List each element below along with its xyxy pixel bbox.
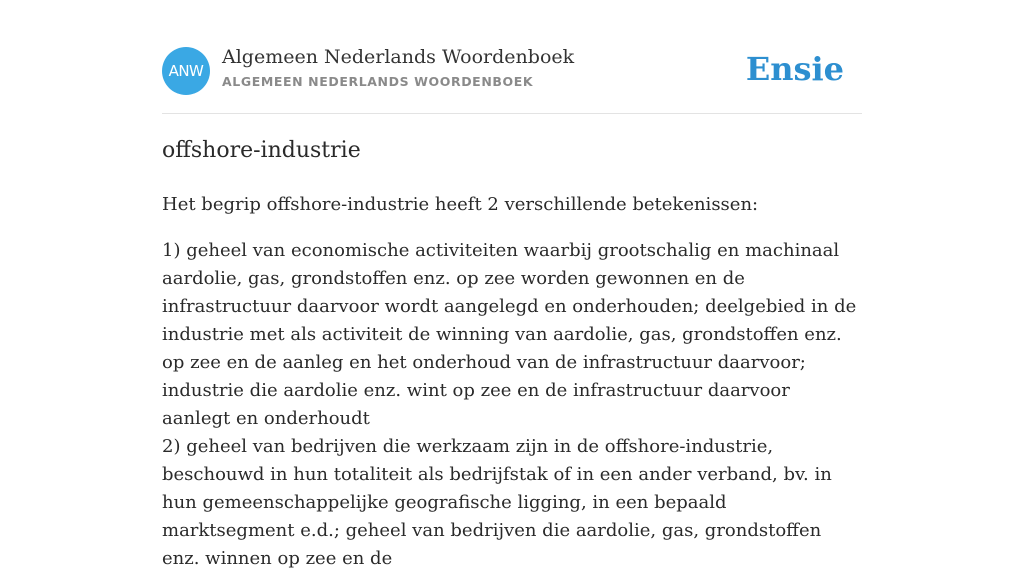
- header-divider: [162, 113, 862, 114]
- entry-term: offshore-industrie: [162, 138, 361, 163]
- entry-intro: Het begrip offshore-industrie heeft 2 verschillende betekenissen:: [162, 194, 759, 215]
- source-subtitle: ALGEMEEN NEDERLANDS WOORDENBOEK: [222, 74, 534, 89]
- source-header: [162, 46, 862, 96]
- anw-logo[interactable]: ANW: [162, 47, 210, 95]
- source-title[interactable]: Algemeen Nederlands Woordenboek: [222, 46, 575, 68]
- definition-item-1: 1) geheel van economische activiteiten waarbij grootschalig en machinaal aardolie, gas, grondstoffen enz. op zee worden gewonnen en de infrastructuur daarvoor wordt aangelegd en onderhouden; deelgebied in de industrie met als activiteit de winning van aardolie, gas, grondstoffen enz. op zee en de aanleg en het onderhoud van de infrastructuur daarvoor; industrie die aardolie enz. wint op zee en de infrastructuur daarvoor aanlegt en onderhoudt: [162, 240, 857, 429]
- definition-item-2: 2) geheel van bedrijven die werkzaam zijn in de offshore-industrie, beschouwd in hun totaliteit als bedrijfstak of in een ander verband, bv. in hun gemeenschappelijke geografische ligging, in een bepaald marktsegment e.d.; geheel van bedrijven die aardolie, gas, grondstoffen enz. winnen op zee en de: [162, 436, 832, 569]
- definition-list: [162, 237, 862, 573]
- ensie-logo-link[interactable]: Ensie: [745, 50, 844, 88]
